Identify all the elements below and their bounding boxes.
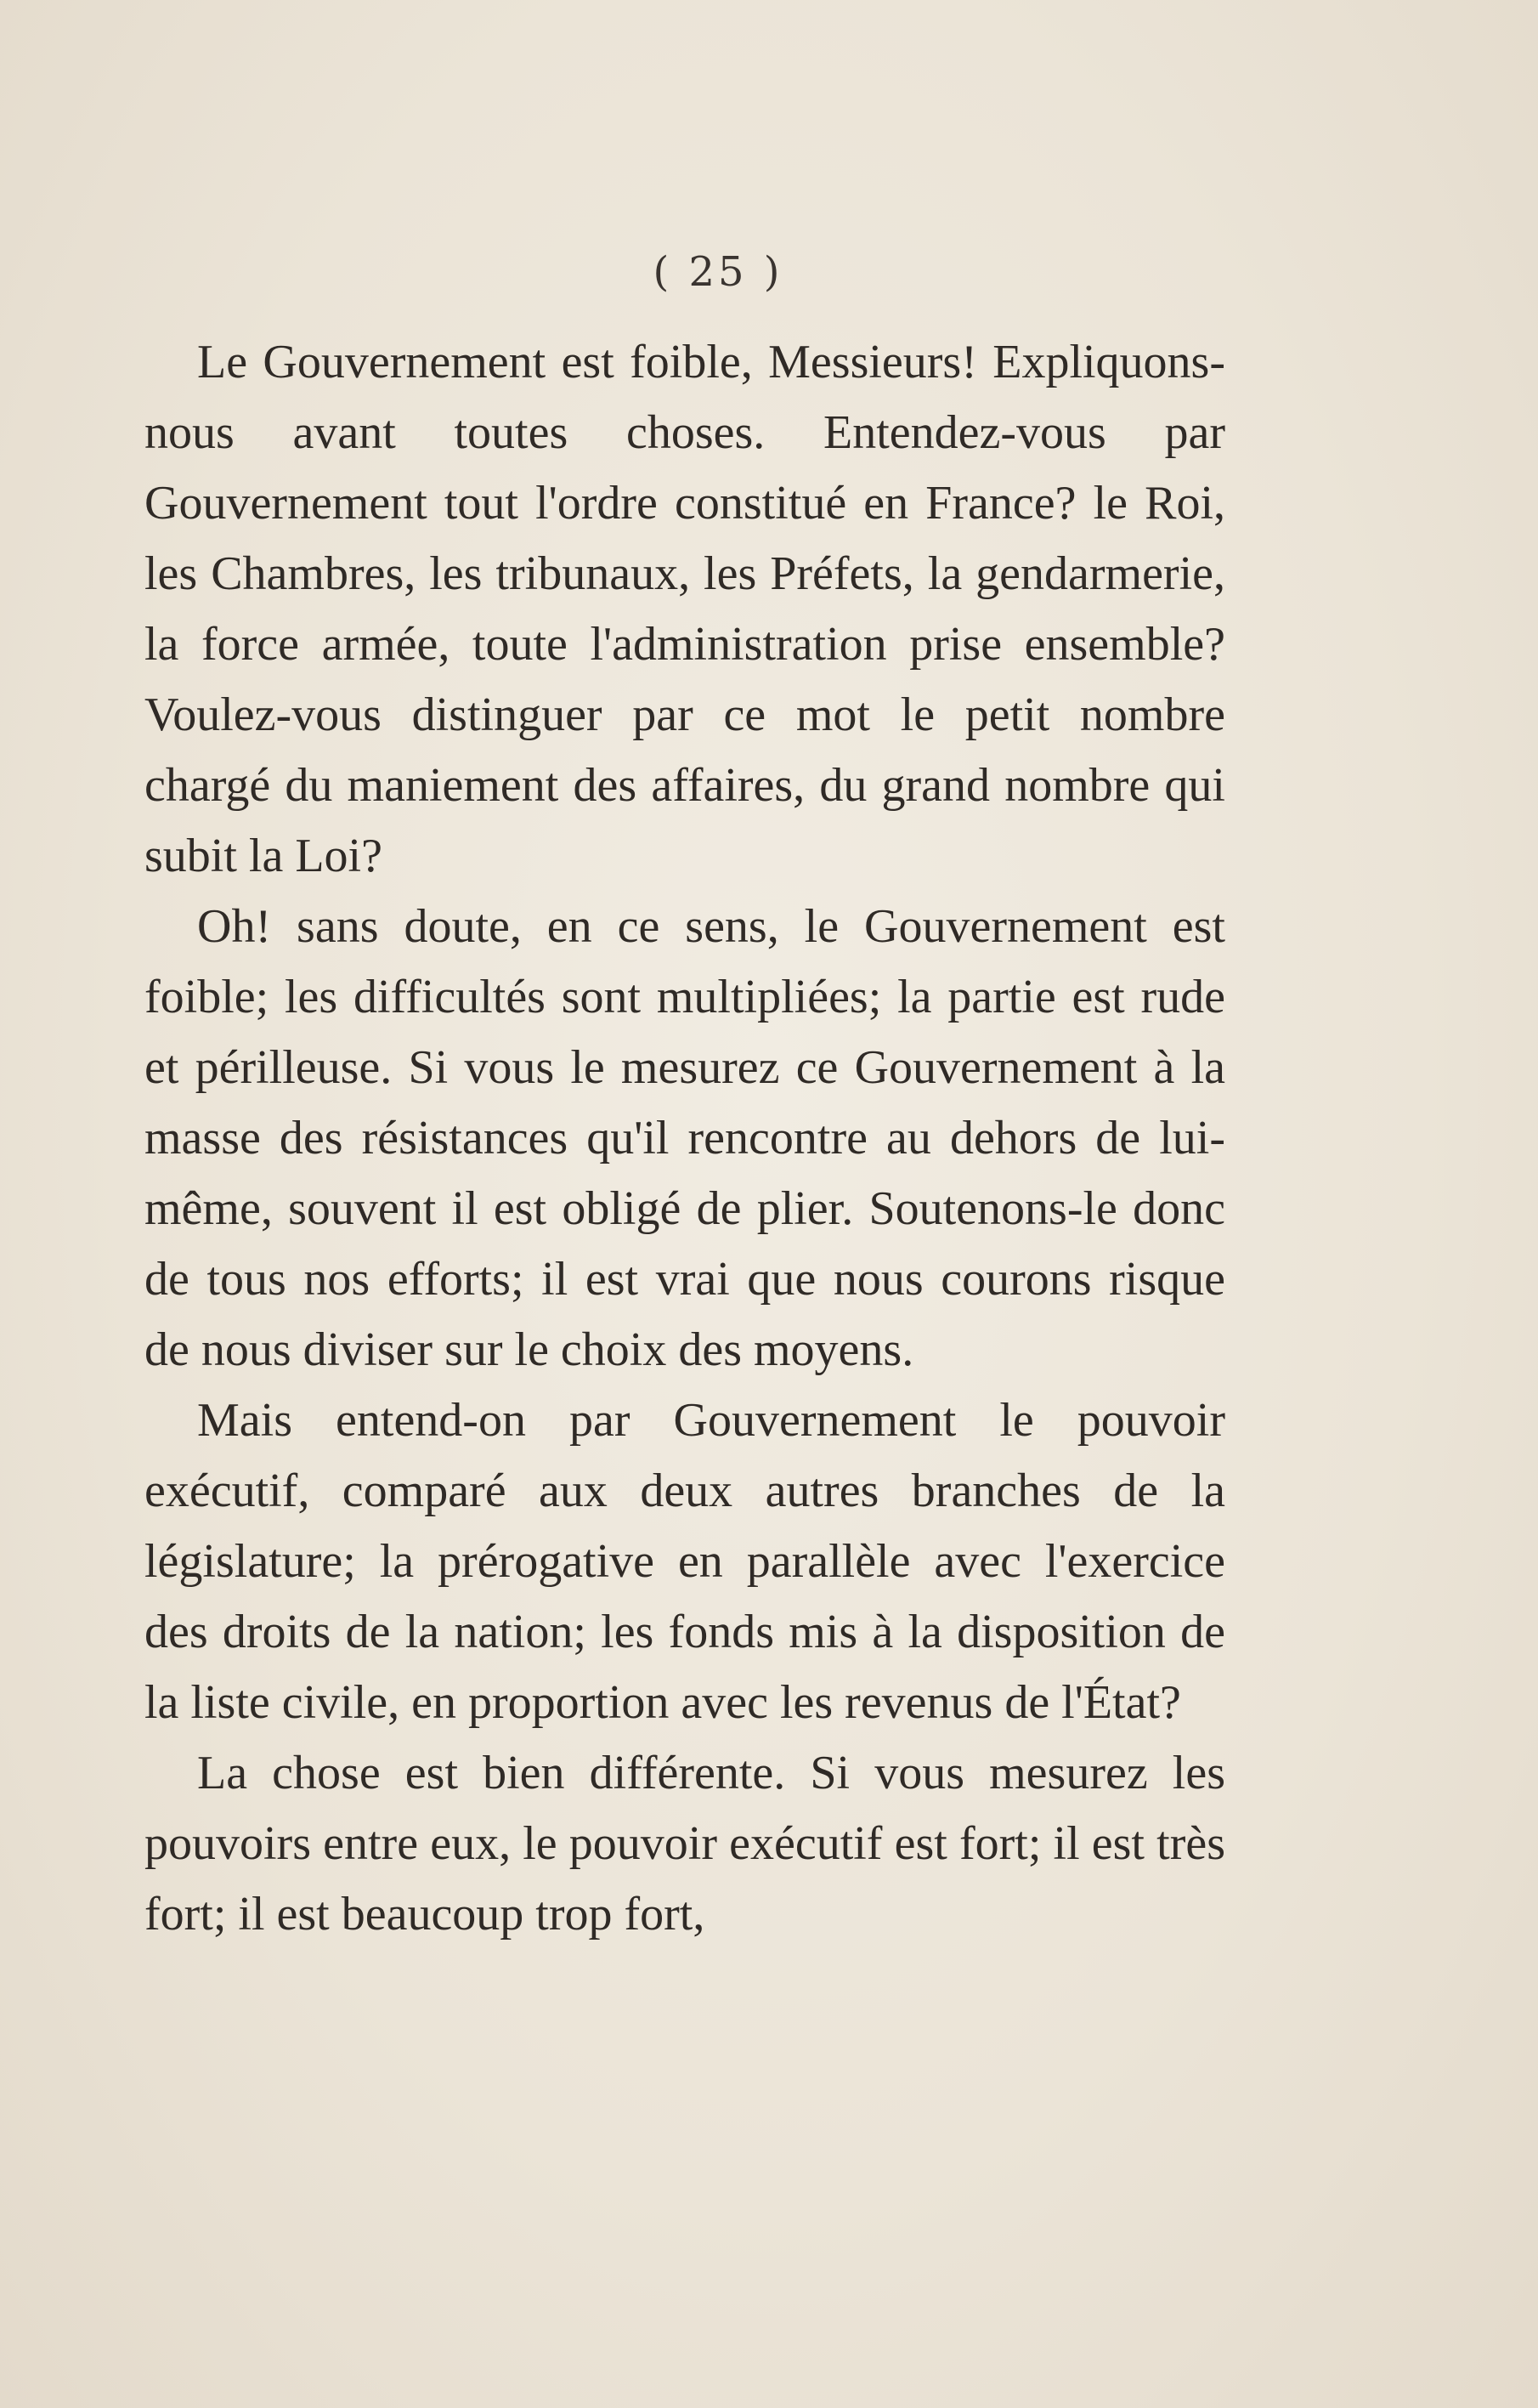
page-number: ( 25 ) <box>653 248 783 296</box>
paragraph-4: La chose est bien différente. Si vous mesurez les pouvoirs entre eux, le pouvoir exécutif est fort; il est très fort; il est beaucoup trop fort, <box>144 1747 1225 1941</box>
paragraph-3: Mais entend-on par Gouvernement le pouvoir exécutif, comparé aux deux autres branches de la législature; la prérogative en parallèle avec l'exercice des droits de la nation; les fonds mis à la disposition de la liste civile, en proportion avec les revenus de l'État? <box>144 1394 1225 1729</box>
paragraph-2: Oh! sans doute, en ce sens, le Gouvernement est foible; les difficultés sont multipliées; la partie est rude et périlleuse. Si vous le mesurez ce Gouvernement à la masse des résistances qu'il rencontre au dehors de lui-même, souvent il est obligé de plier. Soutenons-le donc de tous nos efforts; il est vrai que nous courons risque de nous diviser sur le choix des moyens. <box>144 900 1225 1376</box>
paragraph-1: Le Gouvernement est foible, Messieurs! Expliquons-nous avant toutes choses. Entendez-vous par Gouvernement tout l'ordre constitué en France? le Roi, les Chambres, les tribunaux, les Préfets, la gendarmerie, la force armée, toute l'administration prise ensemble? Voulez-vous distinguer par ce mot le petit nombre chargé du maniement des affaires, du grand nombre qui subit la Loi? <box>144 336 1225 882</box>
body-text <box>144 327 1225 1950</box>
